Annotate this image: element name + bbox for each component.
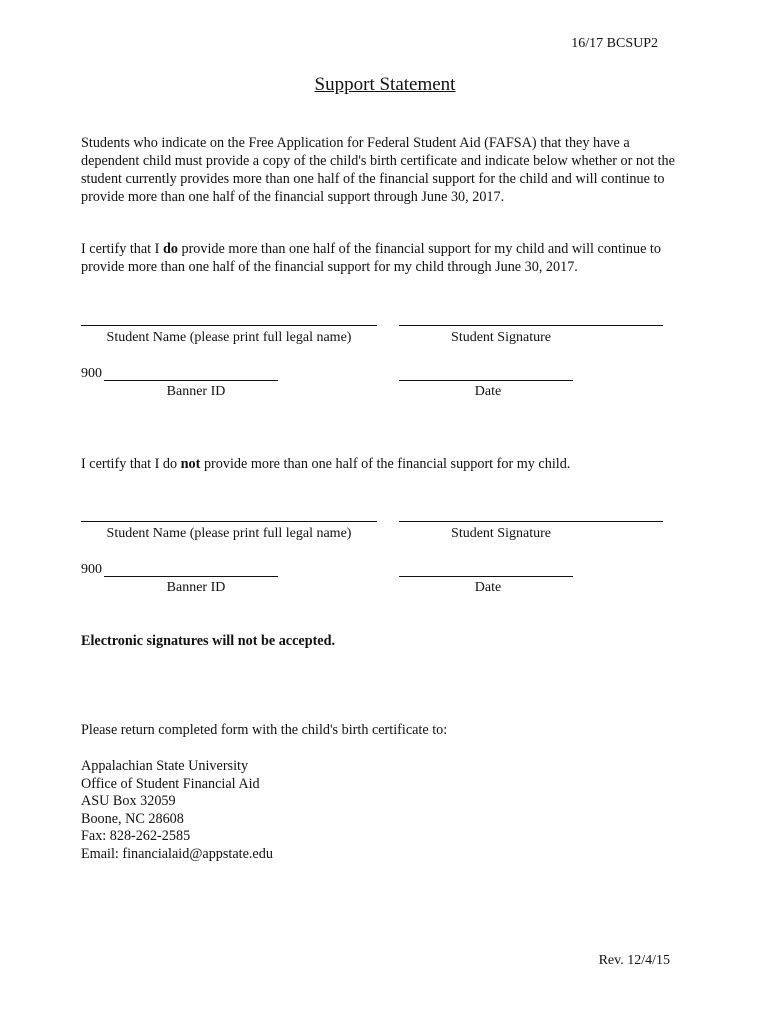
date-line-1[interactable] <box>399 380 573 381</box>
student-signature-label: Student Signature <box>451 330 551 345</box>
student-signature-line-1[interactable] <box>399 325 663 326</box>
banner-id-prefix: 900 <box>81 366 102 381</box>
revision-date: Rev. 12/4/15 <box>598 953 670 968</box>
banner-id-prefix: 900 <box>81 562 102 577</box>
electronic-signature-notice: Electronic signatures will not be accepted. <box>81 633 336 649</box>
address-line: Office of Student Financial Aid <box>81 775 260 792</box>
banner-id-line-1[interactable] <box>104 380 278 381</box>
banner-id-line-2[interactable] <box>104 576 278 577</box>
certify-text-start: I certify that I do <box>81 456 181 472</box>
mailing-address <box>81 758 273 864</box>
certify-emphasis: not <box>180 456 201 472</box>
certify-text-end: provide more than one half of the financial support for my child. <box>200 456 571 472</box>
certify-emphasis: do <box>162 241 178 257</box>
date-label: Date <box>474 384 502 399</box>
return-instructions: Please return completed form with the child's birth certificate to: <box>81 722 448 738</box>
form-code: 16/17 BCSUP2 <box>571 36 658 51</box>
certify-not-statement <box>81 455 691 473</box>
student-name-line-2[interactable] <box>81 521 377 522</box>
student-name-label: Student Name (please print full legal name) <box>106 330 352 345</box>
intro-paragraph: Students who indicate on the Free Application for Federal Student Aid (FAFSA) that they have a dependent child must provide a copy of the child's birth certificate and indicate below whether or not the student currently provides more than one half of the financial support for the child and will continue to provide more than one half of the financial support through June 30, 2017. <box>81 135 675 205</box>
student-name-line-1[interactable] <box>81 325 377 326</box>
email-line: Email: financialaid@appstate.edu <box>81 845 273 862</box>
date-label: Date <box>474 580 502 595</box>
address-line: Boone, NC 28608 <box>81 810 184 827</box>
student-signature-label: Student Signature <box>451 526 551 541</box>
banner-id-label: Banner ID <box>166 384 226 399</box>
student-signature-line-2[interactable] <box>399 521 663 522</box>
banner-id-label: Banner ID <box>166 580 226 595</box>
address-line: ASU Box 32059 <box>81 793 176 810</box>
certify-do-statement <box>81 240 691 276</box>
student-name-label: Student Name (please print full legal name) <box>106 526 352 541</box>
page-title: Support Statement <box>314 74 456 95</box>
date-line-2[interactable] <box>399 576 573 577</box>
address-line: Appalachian State University <box>81 758 249 774</box>
certify-text-start: I certify that I <box>81 241 163 257</box>
certify-text-end: provide more than one half of the financial support for my child and will continue to provide more than one half of the financial support for my child through June 30, 2017. <box>81 241 661 275</box>
fax-line: Fax: 828-262-2585 <box>81 828 191 845</box>
